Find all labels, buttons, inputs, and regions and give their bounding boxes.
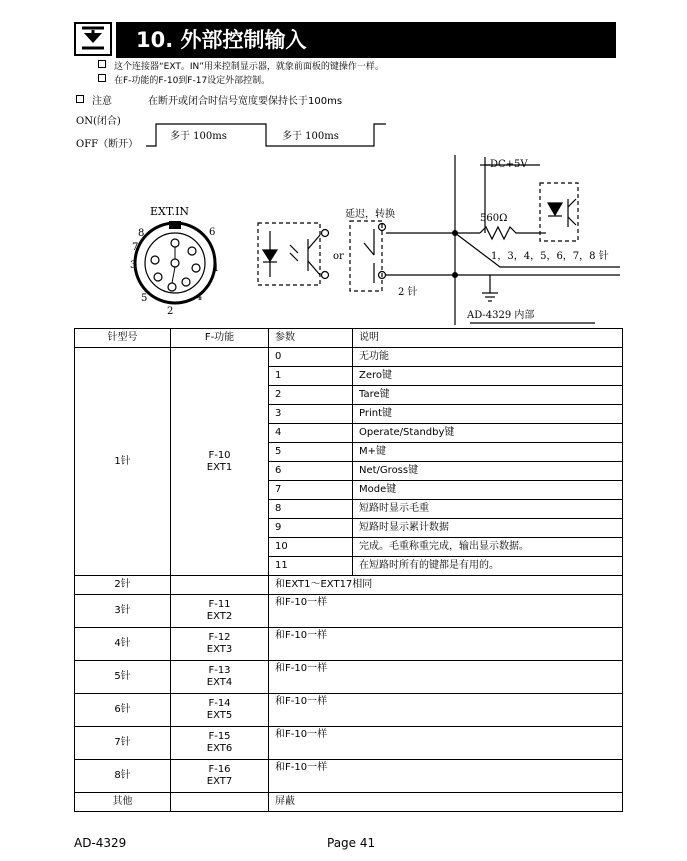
table-row (75, 661, 623, 694)
pin-cell: 3针 (75, 595, 171, 628)
desc-cell: Operate/Standby键 (353, 424, 623, 443)
notice-label: 注意 (92, 96, 112, 107)
bullet-text: 这个连接器“EXT。IN”用来控制显示器，就象前面板的键操作一样。 (114, 62, 384, 72)
table-header-row (75, 329, 623, 348)
func-cell (171, 694, 269, 727)
pin-cell: 7针 (75, 727, 171, 760)
desc-cell: 和F-10一样 (269, 628, 623, 661)
delay-label: 延迟，转换 (345, 209, 395, 220)
desc-cell: M+键 (353, 443, 623, 462)
or-label: or (333, 251, 344, 262)
ext-code: EXT3 (206, 644, 233, 655)
table-row (75, 595, 623, 628)
func-cell (171, 793, 269, 812)
desc-cell: Print键 (353, 405, 623, 424)
param-cell: 2 (269, 386, 353, 405)
table-row (75, 628, 623, 661)
wiring (386, 155, 620, 325)
switch-symbol (350, 221, 386, 291)
func-code: F-10 (208, 449, 231, 461)
spec-table (74, 328, 623, 812)
table-row (75, 793, 623, 812)
func-cell (171, 661, 269, 694)
checkbox-icon (76, 95, 84, 103)
table-row (75, 576, 623, 595)
on-label: ON(闭合) (76, 116, 121, 127)
header-desc: 说明 (353, 329, 623, 348)
func-cell (171, 628, 269, 661)
param-cell: 6 (269, 462, 353, 481)
pin-cell: 2针 (75, 576, 171, 595)
dc-label: DC+5V (490, 159, 528, 170)
pulse-label-2: 多于 100ms (282, 131, 339, 142)
desc-cell: 和F-10一样 (269, 760, 623, 793)
pin-label-6: 6 (209, 227, 216, 238)
desc-cell: Net/Gross键 (353, 462, 623, 481)
param-cell: 11 (269, 557, 353, 576)
desc-cell: Tare键 (353, 386, 623, 405)
pin-label-2: 2 (167, 306, 174, 317)
func-cell (171, 760, 269, 793)
func-code: F-11 (208, 599, 231, 610)
desc-cell: 在短路时所有的键都是有用的。 (353, 557, 623, 576)
pin-label-5: 5 (141, 293, 148, 304)
desc-cell: 和F-10一样 (269, 661, 623, 694)
circuit-diagram (120, 155, 630, 327)
param-cell: 4 (269, 424, 353, 443)
pin-cell: 其他 (75, 793, 171, 812)
ext-code: EXT2 (206, 611, 233, 622)
pin-label-3: 3 (130, 260, 137, 271)
pin1-cell: 1针 (75, 348, 171, 576)
param-cell: 9 (269, 519, 353, 538)
header-pin: 针型号 (75, 329, 171, 348)
pin-label-8: 8 (138, 228, 145, 239)
table-row (75, 348, 623, 367)
desc-cell: Mode键 (353, 481, 623, 500)
pin2-label: 2 针 (398, 287, 418, 298)
checkbox-icon (98, 60, 106, 68)
pulse-label-1: 多于 100ms (170, 131, 227, 142)
param-cell: 0 (269, 348, 353, 367)
checkbox-icon (98, 74, 106, 82)
resistor-label: 560Ω (480, 213, 508, 224)
pin-cell: 5针 (75, 661, 171, 694)
footer-model: AD-4329 (74, 836, 127, 850)
func-cell (171, 576, 269, 595)
download-icon (74, 22, 112, 56)
func-code: F-13 (208, 665, 231, 676)
func-code: F-12 (208, 632, 231, 643)
header-param: 参数 (269, 329, 353, 348)
param-cell: 10 (269, 538, 353, 557)
ext-code: EXT1 (206, 461, 233, 473)
photocoupler-symbol (258, 223, 329, 285)
func-code: F-16 (208, 764, 231, 775)
func-cell (171, 727, 269, 760)
table-row (75, 727, 623, 760)
desc-cell: 无功能 (353, 348, 623, 367)
off-label: OFF（断开） (76, 139, 139, 150)
desc-cell: 短路时显示毛重 (353, 500, 623, 519)
pin-cell: 8针 (75, 760, 171, 793)
ext-code: EXT6 (206, 743, 233, 754)
pin-cell: 6针 (75, 694, 171, 727)
footer-page-number: Page 41 (327, 836, 376, 850)
section-title: 10. 外部控制输入 (136, 28, 307, 52)
func-cell (171, 595, 269, 628)
connector-label: EXT.IN (150, 205, 190, 218)
func-code: F-14 (208, 698, 231, 709)
desc-cell: 完成。毛重称重完成，输出显示数据。 (353, 538, 623, 557)
bullet-item (98, 60, 384, 73)
desc-cell: 短路时显示累计数据 (353, 519, 623, 538)
desc-cell: 和F-10一样 (269, 694, 623, 727)
ext-code: EXT4 (206, 677, 233, 688)
pin-label-7: 7 (132, 242, 139, 253)
func-code: F-15 (208, 731, 231, 742)
notice-line (76, 95, 342, 108)
desc-cell: 和F-10一样 (269, 595, 623, 628)
header-func: F-功能 (171, 329, 269, 348)
table-row (75, 694, 623, 727)
table-row (75, 760, 623, 793)
pin-label-1: 1 (213, 263, 220, 274)
pin1-func-cell (171, 348, 269, 576)
ext-code: EXT7 (206, 776, 233, 787)
desc-cell: 和F-10一样 (269, 727, 623, 760)
desc-cell: Zero键 (353, 367, 623, 386)
internal-label: AD-4329 内部 (467, 310, 535, 321)
notice-text: 在断开或闭合时信号宽度要保持长于100ms (148, 96, 343, 107)
bullet-item (98, 74, 270, 87)
bullet-text: 在F-功能的F-10到F-17设定外部控制。 (114, 76, 271, 86)
param-cell: 8 (269, 500, 353, 519)
param-cell: 3 (269, 405, 353, 424)
param-cell: 7 (269, 481, 353, 500)
pins-label: 1，3，4，5，6，7，8 针 (491, 251, 609, 262)
pin-label-4: 4 (196, 292, 203, 303)
ext-code: EXT5 (206, 710, 233, 721)
desc-cell: 和EXT1～EXT17相同 (269, 576, 623, 595)
param-cell: 5 (269, 443, 353, 462)
din-connector (135, 221, 215, 303)
desc-cell: 屏蔽 (269, 793, 623, 812)
pin-cell: 4针 (75, 628, 171, 661)
param-cell: 1 (269, 367, 353, 386)
